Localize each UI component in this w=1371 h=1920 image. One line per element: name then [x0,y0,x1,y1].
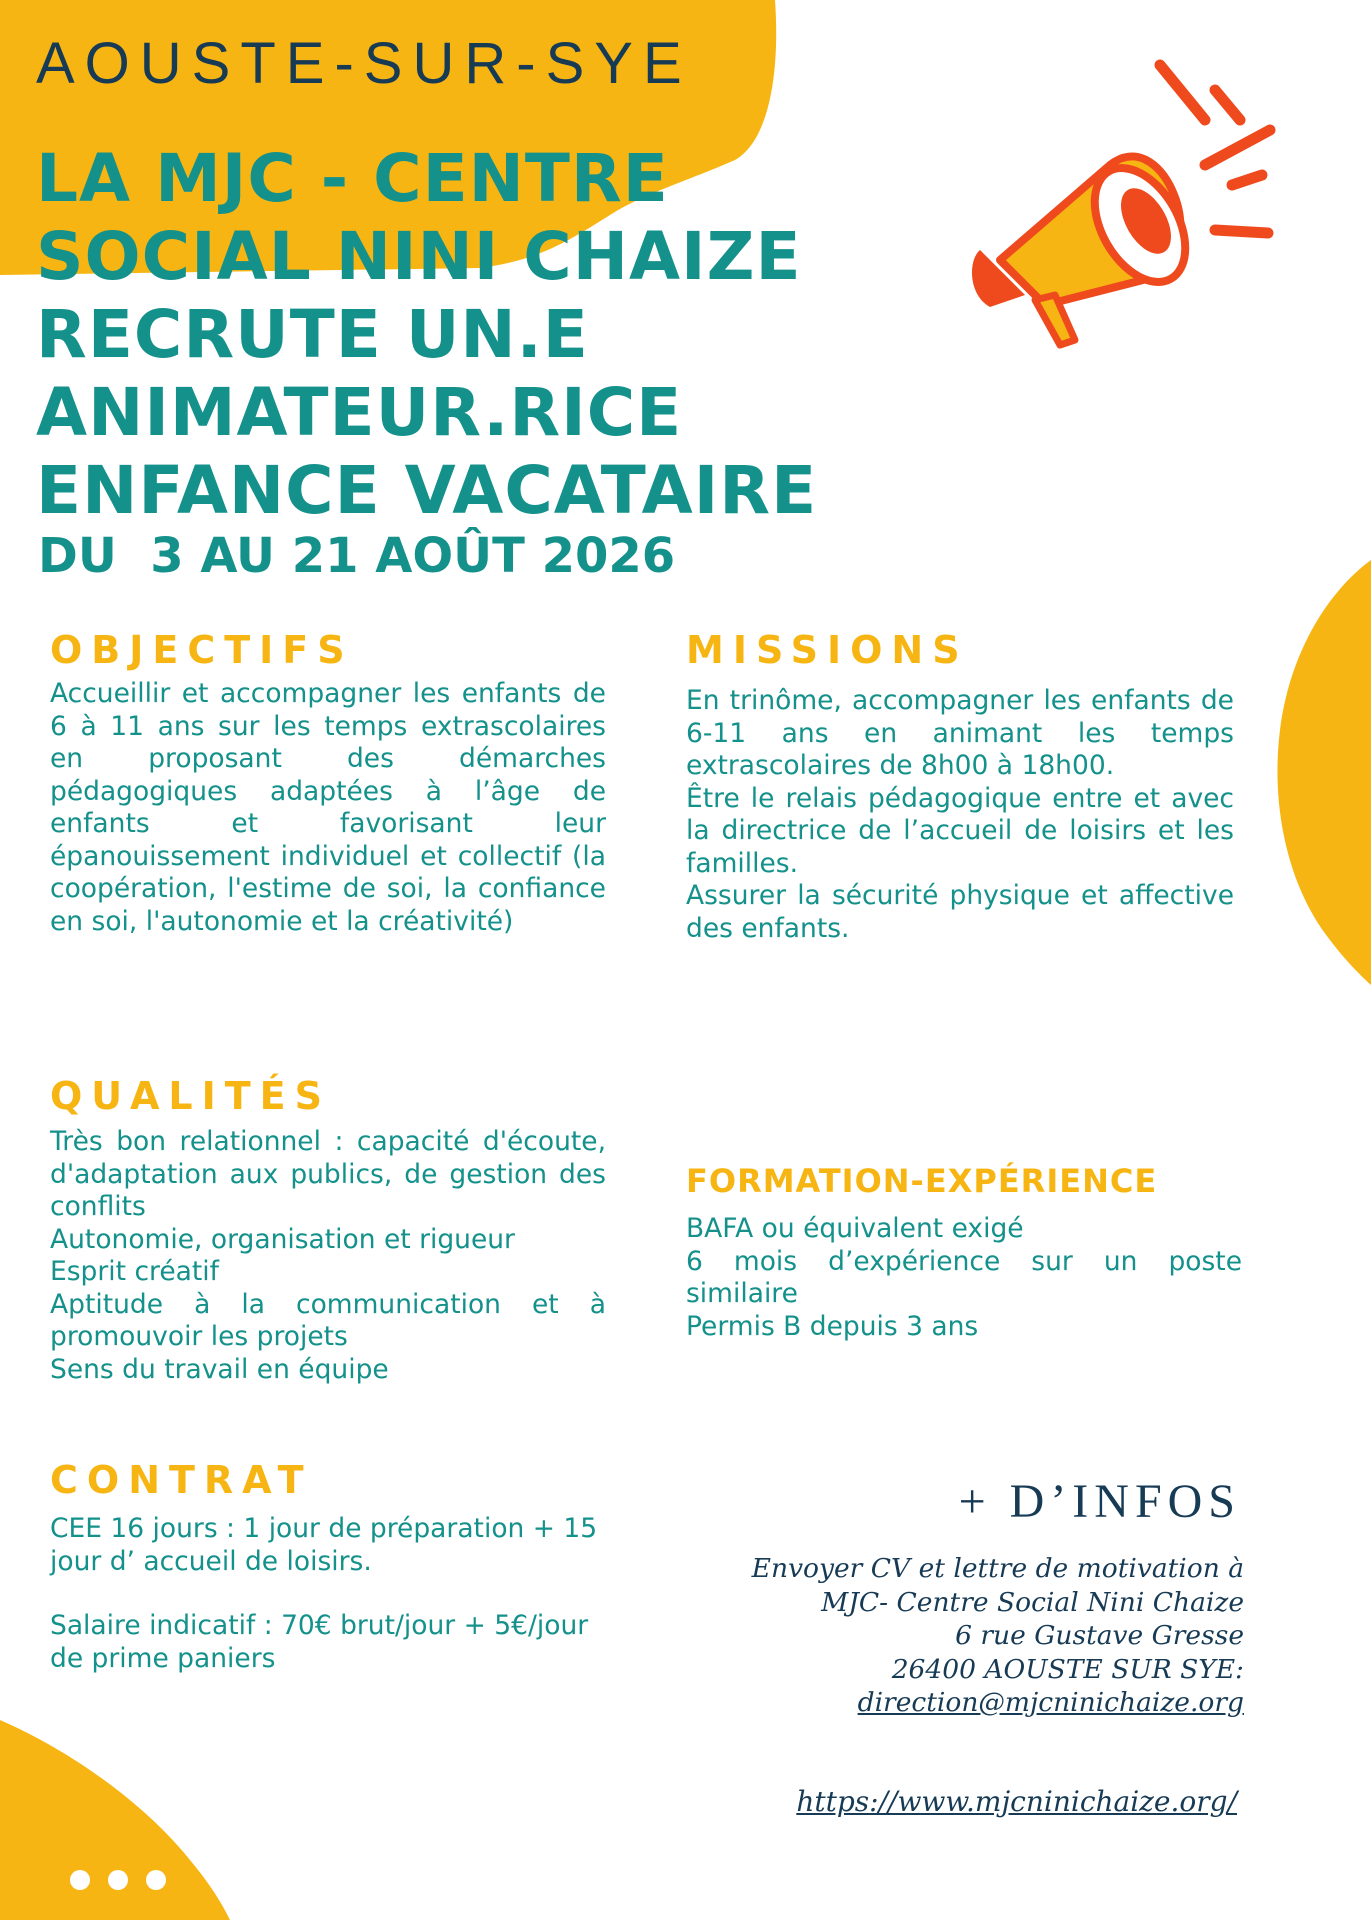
contrat-text [50,1513,606,1675]
job-dates: DU 3 AU 21 AOÛT 2026 [38,528,676,584]
title-line: ANIMATEUR.RICE [36,374,683,451]
qualites-paragraph: Très bon relationnel : capacité d'écoute, d'adaptation aux publics, de gestion des conflits [50,1126,606,1222]
objectifs-heading: OBJECTIFS [50,628,354,672]
formation-text [686,1213,1242,1343]
salary-paragraph: Salaire indicatif : 70€ brut/jour + 5€/jour de prime paniers [50,1610,589,1674]
contact-line: MJC- Centre Social Nini Chaize [821,1586,1244,1618]
right-blob [1270,560,1371,1000]
contact-block [752,1552,1244,1720]
missions-paragraph: Être le relais pédagogique entre et avec la directrice de l’accueil de loisirs et les familles. [686,782,1234,879]
contact-line: 6 rue Gustave Gresse [955,1620,1244,1651]
qualites-paragraph: Autonomie, organisation et rigueur [50,1223,515,1255]
dot-icon [108,1870,128,1890]
formation-paragraph: BAFA ou équivalent exigé [686,1213,1024,1244]
title-line: ENFANCE VACATAIRE [36,452,818,529]
contrat-heading: CONTRAT [50,1458,313,1502]
missions-heading: MISSIONS [686,628,969,672]
formation-paragraph: Permis B depuis 3 ans [686,1310,979,1342]
bottom-left-blob [0,1700,260,1920]
qualites-paragraph: Aptitude à la communication et à promouvoir les projets [50,1288,606,1352]
qualites-heading: QUALITÉS [50,1074,331,1118]
contact-line: Envoyer CV et lettre de motivation à [751,1553,1244,1584]
qualites-text [50,1126,606,1386]
qualites-paragraph: Sens du travail en équipe [50,1353,389,1385]
title-line: SOCIAL NINI CHAIZE [36,218,802,295]
dot-icon [146,1870,166,1890]
contrat-paragraph: CEE 16 jours : 1 jour de préparation + 15 jour d’ accueil de loisirs. [50,1513,598,1577]
infos-heading: + D’INFOS [958,1475,1241,1528]
formation-heading: FORMATION-EXPÉRIENCE [686,1162,1158,1200]
qualites-paragraph: Esprit créatif [50,1256,219,1287]
missions-text [686,685,1234,945]
contact-line: 26400 AOUSTE SUR SYE: [891,1653,1244,1685]
formation-paragraph: 6 mois d’expérience sur un poste similaire [686,1245,1242,1309]
missions-paragraph: En trinôme, accompagner les enfants de 6-11 ans en animant les temps extrascolaires de 8h00 à 18h00. [686,685,1234,781]
megaphone-icon [950,45,1280,365]
email-link[interactable]: direction@mjcninichaize.org [857,1687,1244,1718]
objectifs-paragraph: Accueillir et accompagner les enfants de 6 à 11 ans sur les temps extrascolaires en proposant des démarches pédagogiques adaptées à l’âge de enfants et favorisant leur épanouissement individuel et collectif (la coopération, l'estime de soi, la confiance en soi, l'autonomie et la créativité) [50,678,606,937]
title-line: LA MJC - CENTRE [36,140,669,217]
objectifs-text [50,678,606,938]
title-line: RECRUTE UN.E [36,296,589,373]
website-link[interactable]: https://www.mjcninichaize.org/ [796,1785,1237,1818]
page-title [36,140,996,530]
missions-paragraph: Assurer la sécurité physique et affective des enfants. [686,880,1234,944]
town-name: AOUSTE-SUR-SYE [36,31,692,96]
dot-icon [70,1870,90,1890]
